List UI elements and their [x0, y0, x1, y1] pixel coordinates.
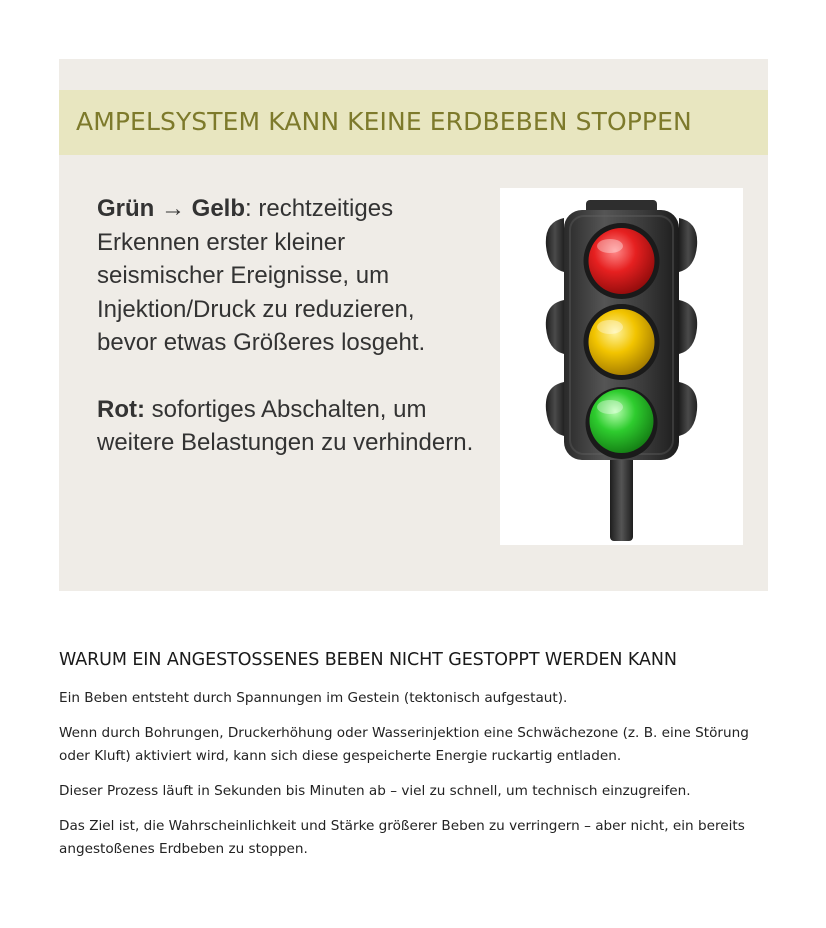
green-yellow-paragraph — [97, 192, 477, 360]
info-card — [59, 59, 768, 591]
card-title: AMPELSYSTEM KANN KEINE ERDBEBEN STOPPEN — [76, 107, 692, 136]
yellow-lamp — [589, 309, 655, 375]
traffic-light-icon — [500, 188, 743, 545]
card-body — [97, 192, 477, 460]
red-paragraph — [97, 393, 477, 460]
green-yellow-text: : rechtzeitiges Erkennen erster kleiner seismischer Ereignisse, um Injektion/Druck zu reduzieren, bevor etwas Größeres losgeht. — [97, 195, 426, 356]
paragraph-2: Wenn durch Bohrungen, Druckerhöhung oder Wasserinjektion eine Schwächezone (z. B. eine Störung oder Kluft) aktiviert wird, kann sich diese gespeicherte Energie ruckartig entladen. — [59, 725, 749, 764]
red-lamp — [589, 228, 655, 294]
explanation-section — [59, 648, 779, 861]
green-yellow-label: Grün → Gelb — [97, 195, 246, 222]
red-text: sofortiges Abschalten, um weitere Belastungen zu verhindern. — [97, 395, 474, 456]
traffic-light-image — [500, 188, 743, 545]
paragraph-4: Das Ziel ist, die Wahrscheinlichkeit und Stärke größerer Beben zu verringern – aber nicht, ein bereits angestoßenes Erdbeben zu stoppen. — [59, 818, 745, 857]
red-label: Rot: — [97, 395, 145, 423]
paragraph-1: Ein Beben entsteht durch Spannungen im Gestein (tektonisch aufgestaut). — [59, 690, 568, 706]
paragraph-3: Dieser Prozess läuft in Sekunden bis Minuten ab – viel zu schnell, um technisch einzugreifen. — [59, 783, 691, 799]
section-heading: WARUM EIN ANGESTOSSENES BEBEN NICHT GESTOPPT WERDEN KANN — [59, 650, 677, 670]
green-lamp — [590, 389, 654, 453]
